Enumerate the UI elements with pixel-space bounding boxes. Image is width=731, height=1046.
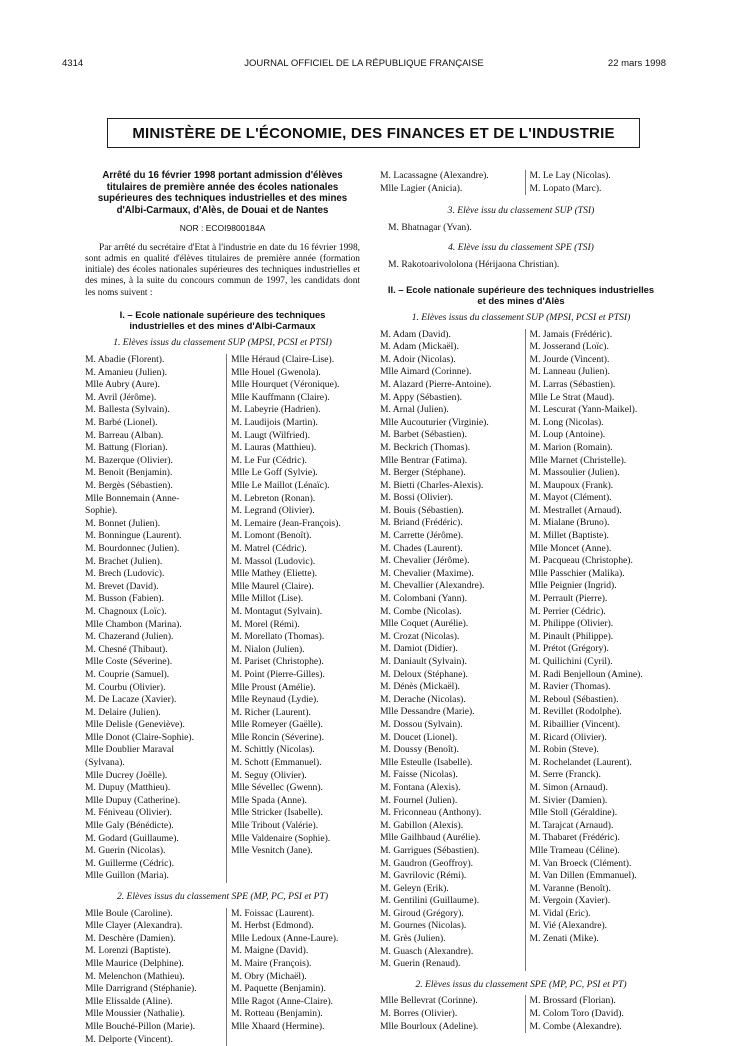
list-item: M. Godard (Guillaume). (85, 832, 179, 844)
list-item: Mlle Coste (Séverine). (85, 656, 173, 668)
list-item: M. Millet (Baptiste). (529, 530, 609, 542)
list-item: M. Delporte (Vincent). (85, 1033, 173, 1045)
list-item: Mlle Xhaard (Hermine). (231, 1020, 325, 1032)
list-item: M. Avril (Jérôme). (85, 391, 157, 403)
list-item: Mlle Peignier (Ingrid). (529, 580, 617, 592)
list-item: M. Foissac (Laurent). (231, 907, 315, 919)
list-item: M. Chevallier (Alexandre). (380, 580, 485, 592)
list-item: M. Bhatnagar (Yvan). (388, 221, 472, 233)
list-item: M. Crozat (Nicolas). (380, 630, 460, 642)
list-item: M. Barreau (Alban). (85, 429, 164, 441)
list-item: M. Berger (Stéphane). (380, 467, 466, 479)
ministry-banner (107, 118, 640, 148)
list-item: M. Maupoux (Frank). (529, 479, 614, 491)
list-item: M. Brossard (Florian). (529, 995, 616, 1007)
list-item: M. Rochelandet (Laurent). (529, 756, 632, 768)
list-item: Mlle Bonnemain (Anne- (85, 492, 180, 504)
nor-reference: NOR : ECOI9800184A (179, 223, 266, 233)
albi-sub2-continued (380, 170, 662, 195)
list-item: M. Guerin (Nicolas). (85, 845, 166, 857)
list-item: M. Ricard (Olivier). (529, 731, 607, 743)
list-item: M. Josserand (Loïc). (529, 341, 609, 353)
list-item: Mlle Aucouturier (Virginie). (380, 416, 489, 428)
list-item: M. Combe (Alexandre). (529, 1020, 622, 1032)
list-item: M. Gavrilovic (Rémi). (380, 870, 467, 882)
ales-sub2-title: 2. Elèves issus du classement SPE (MP, PC, PSI et PT) (415, 978, 627, 990)
list-item: M. Reboul (Sébastien). (529, 693, 619, 705)
list-item: Mlle Passchier (Malika). (529, 567, 625, 579)
list-item: M. Gentilini (Guillaume). (380, 895, 480, 907)
list-item: M. Sivier (Damien). (529, 794, 608, 806)
list-item: M. Bergès (Sébastien). (85, 480, 173, 492)
albi-sub2-list (85, 908, 360, 1046)
list-item: M. Obry (Michaël). (231, 970, 307, 982)
list-item: M. Adam (David). (380, 328, 451, 340)
left-column (85, 170, 360, 1046)
list-item: Mlle Sévellec (Gwenn). (231, 782, 323, 794)
list-item: M. Lescurat (Yann-Maikel). (529, 404, 638, 416)
list-item: Mlle Ducrey (Joëlle). (85, 769, 168, 781)
list-item: M. Ravier (Thomas). (529, 681, 611, 693)
list-item: M. Paquette (Benjamin). (231, 983, 326, 995)
list-item: M. Adoir (Nicolas). (380, 353, 456, 365)
list-item: M. Courbu (Olivier). (85, 681, 166, 693)
list-item: M. Ballesta (Sylvain). (85, 404, 170, 416)
list-item: M. Radi Benjelloun (Amine). (529, 668, 643, 680)
list-item: M. Zenati (Mike). (529, 933, 599, 945)
list-item: Mlle Bentrar (Fatima). (380, 454, 468, 466)
list-item: M. Gabillon (Alexis). (380, 819, 464, 831)
list-item: Mlle Aimard (Corinne). (380, 366, 472, 378)
list-item: M. Delaire (Julien). (85, 706, 161, 718)
list-item: Mlle Darrigrand (Stéphanie). (85, 983, 197, 995)
albi-sub2-right (226, 908, 360, 1046)
list-item: M. Rotteau (Benjamin). (231, 1008, 323, 1020)
list-item: Mlle Valdenaire (Sophie). (231, 832, 331, 844)
list-item: Mlle Clayer (Alexandra). (85, 920, 183, 932)
list-item: M. Jamais (Frédéric). (529, 328, 613, 340)
list-item: Mlle Proust (Amélie). (231, 681, 316, 693)
list-item: M. Bazerque (Olivier). (85, 454, 173, 466)
arrete-intro: Par arrêté du secrétaire d'Etat à l'industrie en date du 16 février 1998, sont admis en qualité d'élèves titulaires de première année (formation initiale) des écoles nationales supérieures des techniques industrielles et des mines, à la suite du concours commun de 1997, les candidats dont les noms suivent : (85, 242, 360, 298)
list-item: M. Guasch (Alexandre). (380, 945, 474, 957)
list-item: M. Lacassagne (Alexandre). (380, 170, 489, 181)
list-item: M. Adam (Mickaël). (380, 341, 459, 353)
list-item: Mlle Boule (Caroline). (85, 907, 173, 919)
list-item: (Sylvana). (85, 757, 125, 769)
list-item: Mlle Le Goff (Sylvie). (231, 467, 318, 479)
list-item: M. Combe (Nicolas). (380, 605, 462, 617)
list-item: Mlle Coquet (Aurélie). (380, 618, 469, 630)
list-item: M. Deloux (Stéphane). (380, 668, 468, 680)
list-item: Mlle Maurice (Delphine). (85, 957, 184, 969)
list-item: M. Nialon (Julien). (231, 643, 305, 655)
list-item: Mlle Stricker (Isabelle). (231, 807, 323, 819)
right-column (380, 170, 662, 1033)
list-item: M. Schott (Emmanuel). (231, 757, 322, 769)
list-item: Mlle Lagier (Anicia). (380, 182, 463, 194)
list-item: Mlle Esteulle (Isabelle). (380, 756, 473, 768)
list-item: M. Lebreton (Ronan). (231, 492, 316, 504)
list-item: M. Colom Toro (David). (529, 1008, 624, 1020)
list-item: M. Geleyn (Erik). (380, 882, 449, 894)
list-item: Mlle Héraud (Claire-Lise). (231, 354, 335, 366)
list-item: M. Laugt (Wilfried). (231, 429, 311, 441)
list-item: Mlle Aubry (Aure). (85, 379, 160, 391)
list-item: M. Deschère (Damien). (85, 932, 176, 944)
list-item: Mlle Reynaud (Lydie). (231, 694, 319, 706)
list-item: Mlle Houel (Gwenola). (231, 366, 321, 378)
list-item: M. Larras (Sébastien). (529, 378, 616, 390)
list-item: M. Pariset (Christophe). (231, 656, 324, 668)
list-item: Mlle Galy (Bénédicte). (85, 820, 174, 832)
list-item: Mlle Le Maillot (Lénaïc). (231, 480, 330, 492)
list-item: M. Morel (Rémi). (231, 618, 300, 630)
list-item: Mlle Roncin (Séverine). (231, 731, 324, 743)
list-item: Mlle Trameau (Céline). (529, 844, 620, 856)
list-item: M. Varanne (Benoît). (529, 882, 611, 894)
list-item: Mlle Ledoux (Anne-Laure). (231, 932, 339, 944)
list-item: Mlle Ragot (Anne-Claire). (231, 995, 334, 1007)
list-item: M. Lopato (Marc). (529, 182, 602, 194)
albi-sub2-cont-left (380, 170, 513, 195)
list-item: M. Philippe (Olivier). (529, 618, 614, 630)
list-item: Mlle Gailhbaud (Aurélie). (380, 832, 481, 844)
list-item: M. Morellato (Thomas). (231, 631, 325, 643)
list-item: M. Daniault (Sylvain). (380, 656, 467, 667)
list-item: M. Abadie (Florent). (85, 354, 165, 366)
ales-sub2-right (525, 995, 663, 1033)
list-item: M. Vidal (Eric). (529, 907, 591, 919)
list-item: Mlle Romeyer (Gaëlle). (231, 719, 323, 731)
list-item: M. Garrigues (Sébastien). (380, 844, 480, 856)
list-item: M. Fontana (Alexis). (380, 781, 461, 793)
list-item: M. Maigne (David). (231, 945, 309, 957)
list-item: M. Mayot (Clément). (529, 492, 612, 504)
list-item: M. Gournes (Nicolas). (380, 920, 467, 932)
list-item: M. Matrel (Cédric). (231, 542, 307, 554)
list-item: M. Legrand (Olivier). (231, 505, 315, 517)
albi-sub3-title: 3. Elève issu du classement SUP (TSI) (447, 205, 595, 217)
list-item: M. Chesné (Thibaut). (85, 643, 168, 655)
list-item: M. Bourdonnec (Julien). (85, 542, 180, 554)
list-item: Mlle Chambon (Marina). (85, 618, 182, 630)
list-item: M. Lemaire (Jean-François). (231, 517, 341, 529)
list-item: M. Richer (Laurent). (231, 706, 311, 718)
list-item: M. Loup (Antoine). (529, 429, 606, 441)
list-item: Mlle Marnet (Christelle). (529, 454, 627, 466)
list-item: Mlle Vesnitch (Jane). (231, 845, 313, 857)
list-item: M. Van Broeck (Clément). (529, 857, 632, 869)
list-item: M. Maire (François). (231, 957, 312, 969)
list-item: Mlle Hourquet (Véronique). (231, 379, 340, 391)
list-item: Mlle Dupuy (Catherine). (85, 794, 181, 806)
list-item: M. Robin (Steve). (529, 744, 599, 756)
list-item: M. Lanneau (Julien). (529, 366, 610, 378)
ales-sub2-left (380, 995, 513, 1033)
list-item: M. Laudijois (Martin). (231, 417, 318, 429)
list-item: M. Rakotoarivololona (Hérijaona Christian). (388, 258, 560, 270)
list-item: Sophie). (85, 505, 118, 517)
list-item: M. Ribaillier (Vincent). (529, 718, 621, 730)
list-item: Mlle Spada (Anne). (231, 794, 307, 806)
list-item: M. Guillerme (Cédric). (85, 857, 174, 869)
list-item: M. Beckrich (Thomas). (380, 441, 471, 453)
ales-sub1-title: 1. Elèves issus du classement SUP (MPSI, PCSI et PTSI) (411, 311, 631, 323)
list-item: Mlle Kauffmann (Claire). (231, 391, 330, 403)
list-item: M. Borres (Olivier). (380, 1008, 458, 1020)
list-item: Mlle Moncet (Anne). (529, 542, 612, 554)
list-item: M. Mialane (Bruno). (529, 517, 610, 529)
list-item: M. Doussy (Benoît). (380, 744, 459, 756)
list-item: M. De Lacaze (Xavier). (85, 694, 177, 706)
list-item: M. Amanieu (Julien). (85, 366, 168, 378)
list-item: Mlle Elissalde (Aline). (85, 995, 173, 1007)
list-item: M. Dénès (Mickaël). (380, 681, 460, 693)
ales-sub1-list (380, 329, 662, 971)
list-item: Mlle Moussier (Nathalie). (85, 1008, 185, 1020)
ales-sub2-list (380, 995, 662, 1033)
list-item: M. Chevalier (Jérôme). (380, 555, 470, 567)
list-item: M. Briand (Frédéric). (380, 517, 463, 529)
list-item: M. Lomont (Benoît). (231, 530, 312, 542)
list-item: M. Guerin (Renaud). (380, 958, 461, 970)
list-item: M. Le Lay (Nicolas). (529, 170, 611, 181)
albi-sub2-title: 2. Elèves issus du classement SPE (MP, PC, PSI et PT) (116, 891, 329, 903)
list-item: Mlle Bouché-Pillon (Marie). (85, 1020, 196, 1032)
list-item: M. Alazard (Pierre-Antoine). (380, 378, 492, 390)
list-item: M. Chevalier (Maxime). (380, 567, 474, 579)
list-item: M. Chazerand (Julien). (85, 631, 174, 643)
list-item: M. Doucet (Lionel). (380, 731, 458, 743)
list-item: M. Tarajcat (Arnaud). (529, 819, 614, 831)
list-item: Mlle Bourloux (Adeline). (380, 1020, 479, 1032)
list-item: M. Brech (Ludovic). (85, 568, 165, 580)
arrete-title: Arrêté du 16 février 1998 portant admission d'élèves titulaires de première année des écoles nationales supérieures des techniques industrielles et des mines d'Albi-Carmaux, d'Alès, de Douai et de Nantes (97, 170, 348, 216)
list-item: M. Lauras (Matthieu). (231, 442, 317, 454)
issue-date: 22 mars 1998 (607, 58, 666, 69)
list-item: M. Simon (Arnaud). (529, 781, 608, 793)
journal-title: JOURNAL OFFICIEL DE LA RÉPUBLIQUE FRANÇAISE (244, 58, 484, 69)
albi-sub2-cont-right (525, 170, 663, 195)
list-item: M. Busson (Fabien). (85, 593, 164, 605)
list-item: M. Lorenzi (Baptiste). (85, 945, 171, 957)
list-item: M. Jourde (Vincent). (529, 353, 610, 365)
list-item: M. Bossi (Olivier). (380, 492, 454, 504)
list-item: M. Chades (Laurent). (380, 542, 463, 554)
list-item: Mlle Donot (Claire-Sophie). (85, 731, 194, 743)
ales-sub1-right (525, 329, 663, 971)
list-item: Mlle Stoll (Géraldine). (529, 807, 618, 819)
list-item: M. Le Fur (Cédric). (231, 454, 307, 466)
list-item: M. Grès (Julien). (380, 933, 446, 945)
list-item: M. Bonningue (Laurent). (85, 530, 182, 542)
list-item: M. Fournel (Julien). (380, 794, 458, 806)
list-item: M. Long (Nicolas). (529, 416, 604, 428)
list-item: M. Bietti (Charles-Alexis). (380, 479, 484, 491)
list-item: M. Giroud (Grégory). (380, 907, 464, 919)
list-item: M. Herbst (Edmond). (231, 920, 314, 932)
list-item: M. Bonnet (Julien). (85, 517, 161, 529)
list-item: M. Brachet (Julien). (85, 555, 163, 567)
list-item: M. Battung (Florian). (85, 442, 168, 454)
albi-section-title: I. – Ecole nationale supérieure des techniques industrielles et des mines d'Albi-Carmaux (119, 309, 326, 332)
list-item: M. Faisse (Nicolas). (380, 769, 458, 781)
albi-sub1-title: 1. Elèves issus du classement SUP (MPSI, PCSI et PTSI) (113, 337, 332, 349)
albi-sub1-right (226, 354, 360, 883)
list-item: M. Friconneau (Anthony). (380, 807, 482, 819)
page-number: 4314 (62, 58, 84, 69)
list-item: M. Barbé (Lionel). (85, 417, 158, 429)
list-item: M. Brevet (David). (85, 580, 159, 592)
list-item: Mlle Doublier Maraval (85, 744, 174, 756)
list-item: M. Carrette (Jérôme). (380, 530, 464, 542)
list-item: M. Féniveau (Olivier). (85, 807, 172, 819)
list-item: M. Damiot (Didier). (380, 643, 458, 655)
ales-section-title: II. – Ecole nationale supérieure des techniques industrielles et des mines d'Alès (387, 283, 655, 306)
albi-sub4-title: 4. Elève issu du classement SPE (TSI) (448, 242, 594, 254)
albi-sub2-left (85, 908, 214, 1046)
list-item: M. Arnal (Julien). (380, 404, 449, 416)
list-item: M. Vergoin (Xavier). (529, 895, 611, 907)
list-item: M. Revillet (Rodolphe). (529, 706, 622, 718)
list-item: Mlle Bellevrat (Corinne). (380, 995, 478, 1007)
list-item: M. Pacqueau (Christophe). (529, 555, 633, 567)
list-item: M. Van Dillen (Emmanuel). (529, 870, 637, 882)
list-item: M. Prétot (Grégory). (529, 643, 609, 655)
list-item: M. Labeyrie (Hadrien). (231, 404, 321, 416)
list-item: Mlle Millot (Lise). (231, 593, 304, 605)
list-item: M. Perrault (Pierre). (529, 593, 608, 605)
list-item: M. Seguy (Olivier). (231, 769, 307, 781)
list-item: M. Melenchon (Mathieu). (85, 970, 185, 982)
list-item: M. Pinault (Philippe). (529, 630, 614, 642)
list-item: M. Derache (Nicolas). (380, 693, 466, 705)
list-item: M. Colombani (Yann). (380, 593, 467, 605)
list-item: M. Thabaret (Frédéric). (529, 832, 620, 844)
list-item: M. Appy (Sébastien). (380, 391, 463, 403)
list-item: M. Point (Pierre-Gilles). (231, 668, 325, 680)
list-item: M. Dupuy (Matthieu). (85, 782, 171, 794)
list-item: M. Massol (Ludovic). (231, 555, 316, 567)
list-item: M. Quilichini (Cyril). (529, 656, 613, 667)
list-item: M. Couprie (Samuel). (85, 668, 170, 680)
list-item: M. Marion (Romain). (529, 441, 613, 453)
albi-sub1-left (85, 354, 214, 883)
list-item: M. Mestrallet (Arnaud). (529, 504, 622, 516)
list-item: M. Vié (Alexandre). (529, 920, 608, 932)
list-item: M. Montagut (Sylvain). (231, 605, 323, 617)
list-item: M. Serre (Franck). (529, 769, 601, 781)
list-item: M. Bouis (Sébastien). (380, 504, 464, 516)
list-item: M. Massoulier (Julien). (529, 467, 620, 479)
list-item: Mlle Dessandre (Marie). (380, 706, 475, 718)
list-item: M. Gaudron (Geoffroy). (380, 857, 474, 869)
list-item: M. Schittly (Nicolas). (231, 744, 315, 756)
ales-sub1-left (380, 329, 513, 971)
list-item: Mlle Tribout (Valérie). (231, 820, 319, 832)
ministry-title: MINISTÈRE DE L'ÉCONOMIE, DES FINANCES ET DE L'INDUSTRIE (132, 124, 615, 142)
list-item: M. Benoit (Benjamin). (85, 467, 173, 479)
list-item: Mlle Guillon (Maria). (85, 870, 169, 882)
list-item: Mlle Delisle (Geneviève). (85, 719, 185, 731)
list-item: M. Dossou (Sylvain). (380, 718, 463, 730)
albi-sub1-list (85, 354, 360, 883)
list-item: Mlle Mathey (Eliette). (231, 568, 318, 580)
list-item: M. Chagnoux (Loïc). (85, 605, 167, 617)
list-item: M. Barbet (Sébastien). (380, 429, 467, 441)
list-item: Mlle Le Strat (Maud). (529, 391, 615, 403)
list-item: Mlle Maurel (Claire). (231, 580, 314, 592)
list-item: M. Perrier (Cédric). (529, 605, 606, 617)
